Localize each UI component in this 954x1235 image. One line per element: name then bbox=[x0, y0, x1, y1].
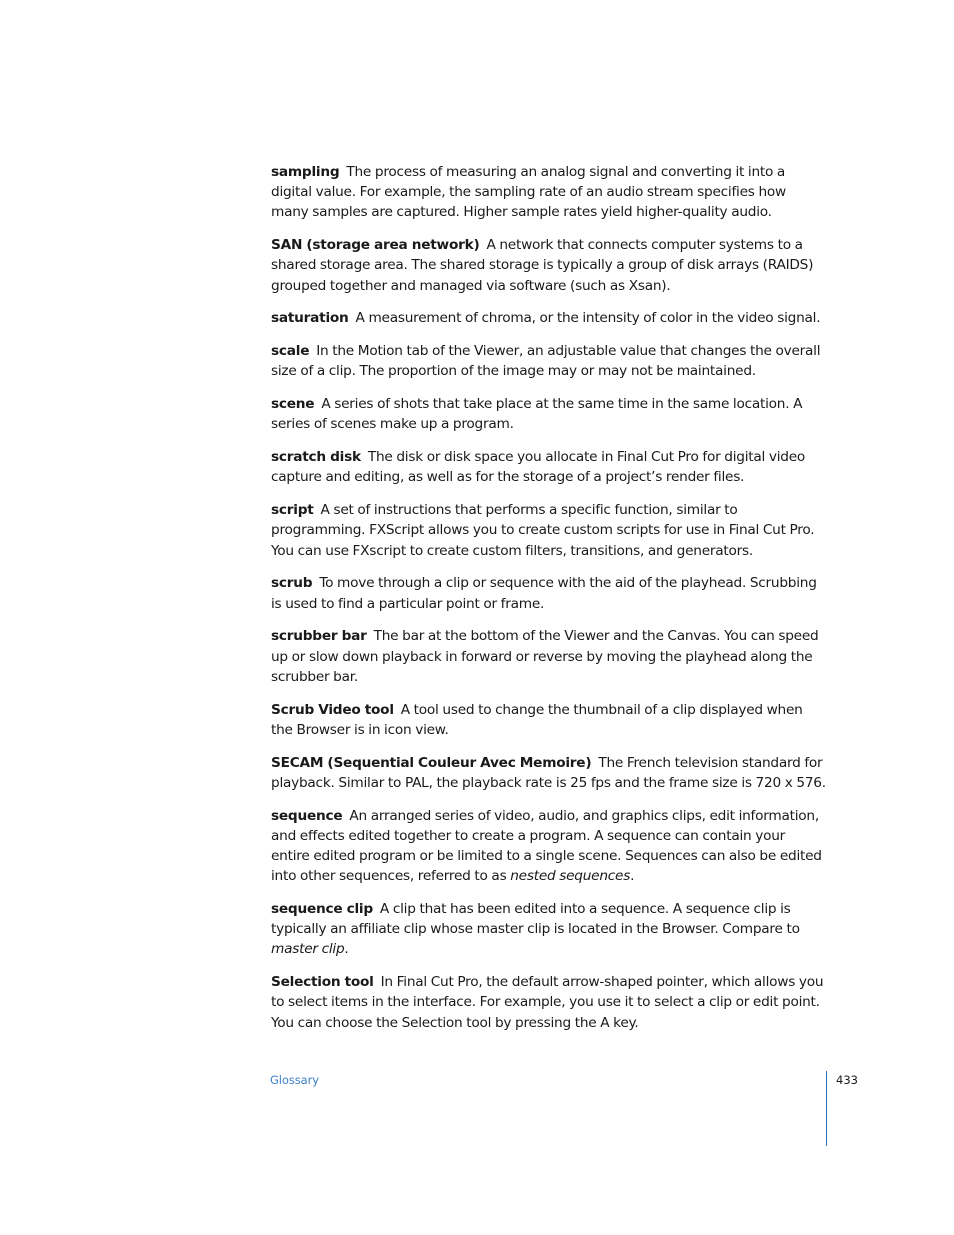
definition-text: The disk or disk space you allocate in Final Cut Pro for digital video capture and editing, as well as for the storage of a project’s render files. bbox=[271, 449, 806, 486]
definition-text: In Final Cut Pro, the default arrow-shaped pointer, which allows you to select items in the interface. For example, you use it to select a clip or edit point. You can choose the Selection tool by pressing the A key. bbox=[271, 974, 824, 1031]
definition-text: To move through a clip or sequence with the aid of the playhead. Scrubbing is used to find a particular point or frame. bbox=[271, 575, 817, 612]
definition-text: A series of shots that take place at the same time in the same location. A series of scenes make up a program. bbox=[271, 396, 803, 433]
glossary-term: Selection tool bbox=[271, 974, 374, 991]
glossary-entry bbox=[271, 573, 827, 613]
definition-text: The process of measuring an analog signal and converting it into a digital value. For example, the sampling rate of an audio stream specifies how many samples are captured. Higher sample rates yield higher-quality audio. bbox=[271, 164, 786, 221]
glossary-term: sequence bbox=[271, 807, 343, 824]
definition-text: A tool used to change the thumbnail of a clip displayed when the Browser is in icon view. bbox=[271, 701, 803, 738]
page-number: 433 bbox=[836, 1073, 858, 1087]
footer-divider bbox=[826, 1071, 827, 1146]
glossary-definition bbox=[271, 808, 822, 885]
definition-text: A network that connects computer systems to a shared storage area. The shared storage is typically a group of disk arrays (RAIDS) grouped together and managed via software (such as Xsan). bbox=[271, 237, 814, 294]
glossary-entry bbox=[271, 447, 827, 487]
cross-reference-term: nested sequences bbox=[510, 868, 631, 885]
glossary-term: scale bbox=[271, 343, 310, 360]
glossary-entry bbox=[271, 235, 827, 296]
glossary-term: sampling bbox=[271, 164, 340, 180]
glossary-entry bbox=[271, 753, 827, 793]
glossary-definition bbox=[356, 310, 821, 326]
glossary-term: SECAM (Sequential Couleur Avec Memoire) bbox=[271, 754, 592, 771]
glossary-term: SAN (storage area network) bbox=[271, 237, 480, 254]
glossary-entry bbox=[271, 308, 827, 328]
definition-text: . bbox=[630, 868, 635, 885]
glossary-entry bbox=[271, 162, 827, 223]
definition-text: The bar at the bottom of the Viewer and the Canvas. You can speed up or slow down playback in forward or reverse by moving the playhead along the scrubber bar. bbox=[271, 628, 819, 685]
definition-text: . bbox=[344, 941, 349, 958]
glossary-entry bbox=[271, 700, 827, 740]
glossary-definition bbox=[271, 343, 820, 379]
glossary-term: Scrub Video tool bbox=[271, 701, 394, 718]
glossary-entries bbox=[271, 162, 827, 1045]
glossary-entry bbox=[271, 899, 827, 960]
glossary-term: sequence clip bbox=[271, 901, 373, 918]
glossary-entry bbox=[271, 972, 827, 1033]
glossary-definition bbox=[271, 575, 817, 611]
glossary-definition bbox=[271, 164, 786, 220]
glossary-entry bbox=[271, 500, 827, 561]
glossary-term: scrubber bar bbox=[271, 628, 367, 645]
cross-reference-term: master clip bbox=[271, 941, 345, 958]
definition-text: In the Motion tab of the Viewer, an adjustable value that changes the overall size of a clip. The proportion of the image may or may not be maintained. bbox=[271, 343, 821, 380]
glossary-term: scene bbox=[271, 396, 315, 413]
footer-section-label: Glossary bbox=[270, 1073, 319, 1087]
definition-text: A clip that has been edited into a sequence. A sequence clip is typically an affiliate clip whose master clip is located in the Browser. Compare to bbox=[271, 901, 800, 938]
glossary-term: scrub bbox=[271, 575, 313, 592]
glossary-term: script bbox=[271, 502, 314, 519]
glossary-term: saturation bbox=[271, 310, 349, 327]
glossary-term: scratch disk bbox=[271, 449, 361, 466]
definition-text: The French television standard for playback. Similar to PAL, the playback rate is 25 fps and the frame size is 720 x 576. bbox=[271, 754, 826, 791]
glossary-entry bbox=[271, 341, 827, 381]
definition-text: An arranged series of video, audio, and graphics clips, edit information, and effects edited together to create a program. A sequence can contain your entire edited program or be limited to a single scene. Sequences can also be edited into other sequences, referred to as bbox=[271, 807, 822, 885]
glossary-entry bbox=[271, 626, 827, 687]
glossary-definition bbox=[271, 502, 814, 558]
glossary-entry bbox=[271, 394, 827, 434]
definition-text: A set of instructions that performs a specific function, similar to programming. FXScript allows you to create custom scripts for use in Final Cut Pro. You can use FXscript to create custom filters, transitions, and generators. bbox=[271, 502, 815, 559]
definition-text: A measurement of chroma, or the intensity of color in the video signal. bbox=[355, 310, 821, 327]
glossary-definition bbox=[271, 396, 802, 432]
glossary-entry bbox=[271, 806, 827, 887]
